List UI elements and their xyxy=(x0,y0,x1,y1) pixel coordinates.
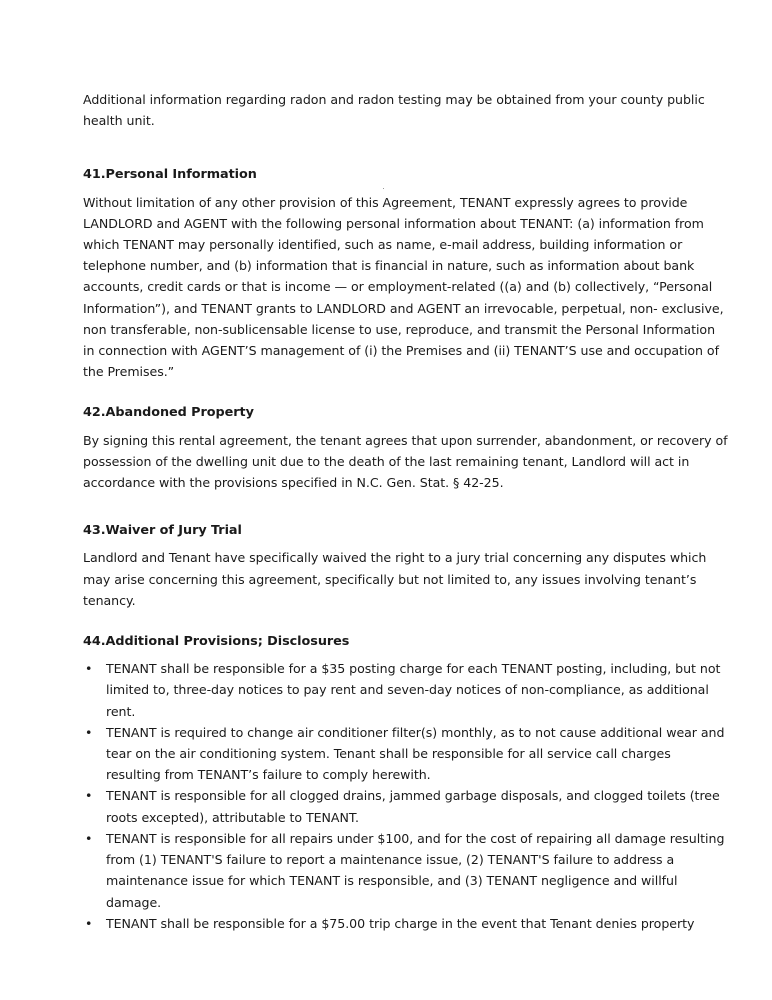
section-body-42: By signing this rental agreement, the tenant agrees that upon surrender, abandonment, or recovery of possession of the dwelling unit due to the death of the last remaining tenant, Landlord will act in accordance with the provisions specified in N.C. Gen. Stat. § 42-25. xyxy=(83,432,728,491)
section-body-43: Landlord and Tenant have specifically waived the right to a jury trial concerning any disputes which may arise concerning this agreement, specifically but not limited to, any issues involving tenant’s tenancy. xyxy=(83,550,707,608)
bullet-icon: • xyxy=(85,724,93,740)
section-additional-provisions xyxy=(83,631,728,934)
section-personal-information xyxy=(83,164,728,382)
list-item-text: TENANT is required to change air conditioner filter(s) monthly, as to not cause additional wear and tear on the air conditioning system. Tenant shall be responsible for all service call charges resulting from TENANT’s failure to comply herewith. xyxy=(106,724,725,783)
list-item xyxy=(83,785,728,827)
bullet-icon: • xyxy=(85,915,93,931)
list-item-text: TENANT is responsible for all clogged drains, jammed garbage disposals, and clogged toilets (tree roots excepted), attributable to TENANT. xyxy=(106,788,720,825)
list-item xyxy=(83,658,728,722)
bullet-icon: • xyxy=(85,788,93,804)
radon-info-paragraph: Additional information regarding radon and radon testing may be obtained from your county public health unit. xyxy=(83,92,705,129)
list-item-text: TENANT shall be responsible for a $35 posting charge for each TENANT posting, including, but not limited to, three-day notices to pay rent and seven-day notices of non-compliance, as additional rent. xyxy=(106,661,721,719)
list-item-text: TENANT shall be responsible for a $75.00 trip charge in the event that Tenant denies property xyxy=(106,915,695,931)
section-abandoned-property xyxy=(83,402,728,493)
document-page xyxy=(83,89,728,934)
list-item xyxy=(83,913,728,934)
section-body-41: Without limitation of any other provision of this Agreement, TENANT expressly agrees to provide LANDLORD and AGENT with the following personal information about TENANT: (a) information from which TENANT may personally identified, such as name, e-mail address, building information or telephone number, and (b) information that is financial in nature, such as information about bank accounts, credit cards or that is income — or employment-related ((a) and (b) collectively, “Personal Information”), and TENANT grants to LANDLORD and AGENT an irrevocable, perpetual, non- exclusive, non transferable, non-sublicensable license to use, reproduce, and transmit the Personal Information in connection with AGENT’S management of (i) the Premises and (ii) TENANT’S use and occupation of the Premises.” xyxy=(83,194,724,380)
bullet-icon: • xyxy=(85,661,93,677)
section-heading-41: 41.Personal Information xyxy=(83,167,257,183)
section-heading-44: 44.Additional Provisions; Disclosures xyxy=(83,634,350,650)
section-heading-43: 43.Waiver of Jury Trial xyxy=(83,523,242,539)
bullet-icon: • xyxy=(85,830,93,846)
section-waiver-of-jury-trial xyxy=(83,520,728,611)
provisions-list xyxy=(83,658,728,934)
list-item xyxy=(83,722,728,786)
list-item xyxy=(83,828,728,913)
list-item-text: TENANT is responsible for all repairs under $100, and for the cost of repairing all damage resulting from (1) TENANT'S failure to report a maintenance issue, (2) TENANT'S failure to address a maintenance issue for which TENANT is responsible, and (3) TENANT negligence and willful damage. xyxy=(106,830,725,910)
section-heading-42: 42.Abandoned Property xyxy=(83,405,254,421)
